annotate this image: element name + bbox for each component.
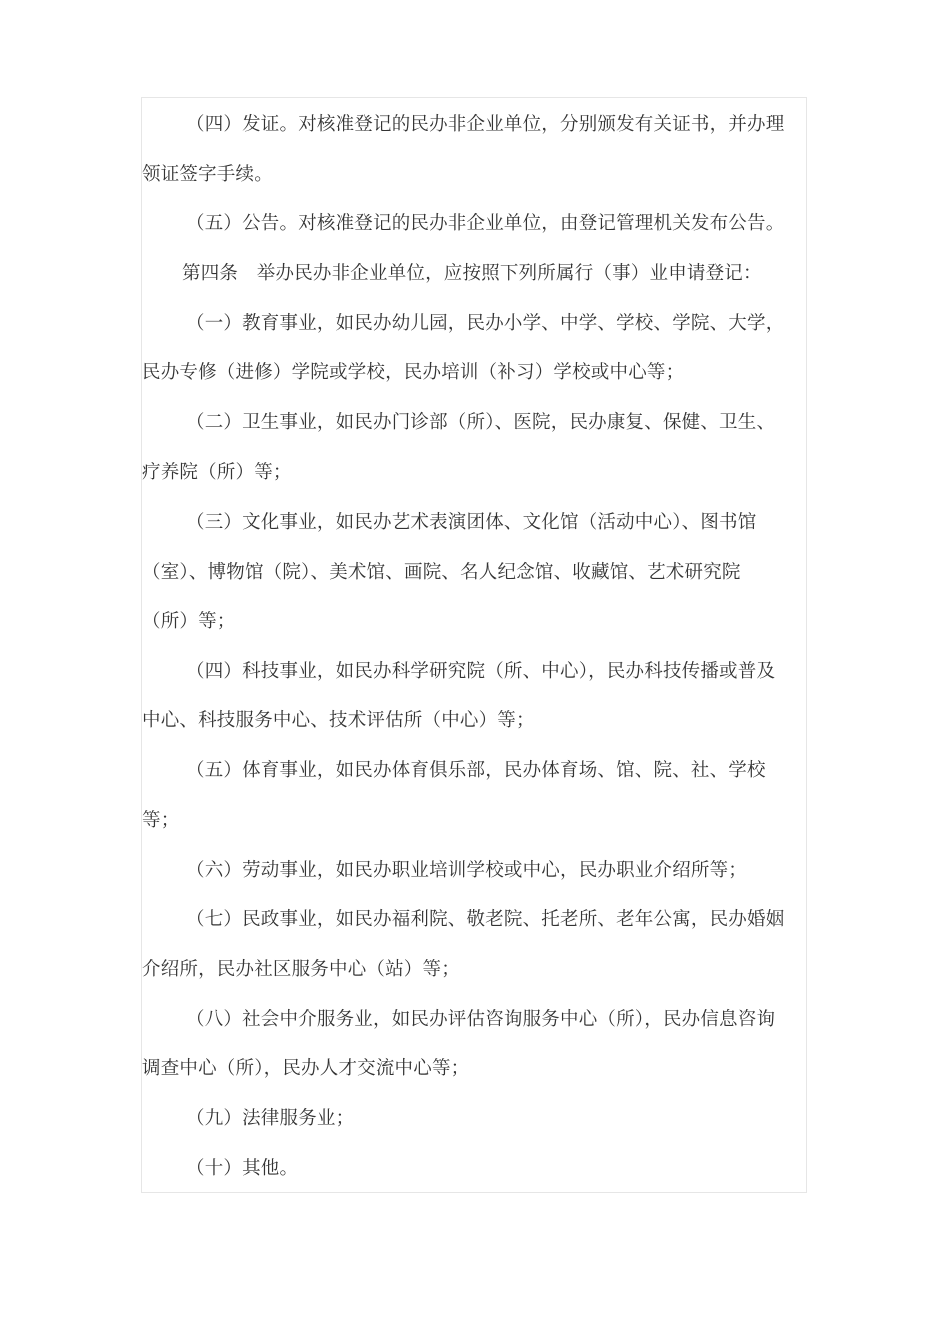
line-13: 中心、科技服务中心、技术评估所（中心）等； <box>142 710 535 731</box>
line-17: （七）民政事业，如民办福利院、敬老院、托老所、老年公寓，民办婚姻 <box>186 909 785 930</box>
line-20: 调查中心（所），民办人才交流中心等； <box>142 1058 470 1079</box>
line-11: （所）等； <box>142 611 236 632</box>
line-14: （五）体育事业，如民办体育俱乐部，民办体育场、馆、院、社、学校 <box>186 760 766 781</box>
line-5: （一）教育事业，如民办幼儿园，民办小学、中学、学校、学院、大学， <box>186 313 785 334</box>
line-22: （十）其他。 <box>186 1158 299 1179</box>
line-9: （三）文化事业，如民办艺术表演团体、文化馆（活动中心）、图书馆 <box>186 512 757 533</box>
line-19: （八）社会中介服务业，如民办评估咨询服务中心（所），民办信息咨询 <box>186 1009 776 1030</box>
line-21: （九）法律服务业； <box>186 1108 355 1129</box>
line-7: （二）卫生事业，如民办门诊部（所）、医院，民办康复、保健、卫生、 <box>186 412 776 433</box>
line-6: 民办专修（进修）学院或学校，民办培训（补习）学校或中心等； <box>142 362 685 383</box>
article-4-heading: 第四条 举办民办非企业单位，应按照下列所属行（事）业申请登记： <box>182 263 762 284</box>
line-12: （四）科技事业，如民办科学研究院（所、中心），民办科技传播或普及 <box>186 661 776 682</box>
document-text-box <box>141 97 807 1193</box>
line-18: 介绍所，民办社区服务中心（站）等； <box>142 959 460 980</box>
line-10: （室）、博物馆（院）、美术馆、画院、名人纪念馆、收藏馆、艺术研究院 <box>142 562 741 583</box>
line-1: （四）发证。对核准登记的民办非企业单位，分别颁发有关证书，并办理 <box>186 114 785 135</box>
line-8: 疗养院（所）等； <box>142 462 292 483</box>
line-15: 等； <box>142 810 180 831</box>
line-16: （六）劳动事业，如民办职业培训学校或中心，民办职业介绍所等； <box>186 860 748 881</box>
line-2: 领证签字手续。 <box>142 164 273 185</box>
line-3: （五）公告。对核准登记的民办非企业单位，由登记管理机关发布公告。 <box>186 213 785 234</box>
